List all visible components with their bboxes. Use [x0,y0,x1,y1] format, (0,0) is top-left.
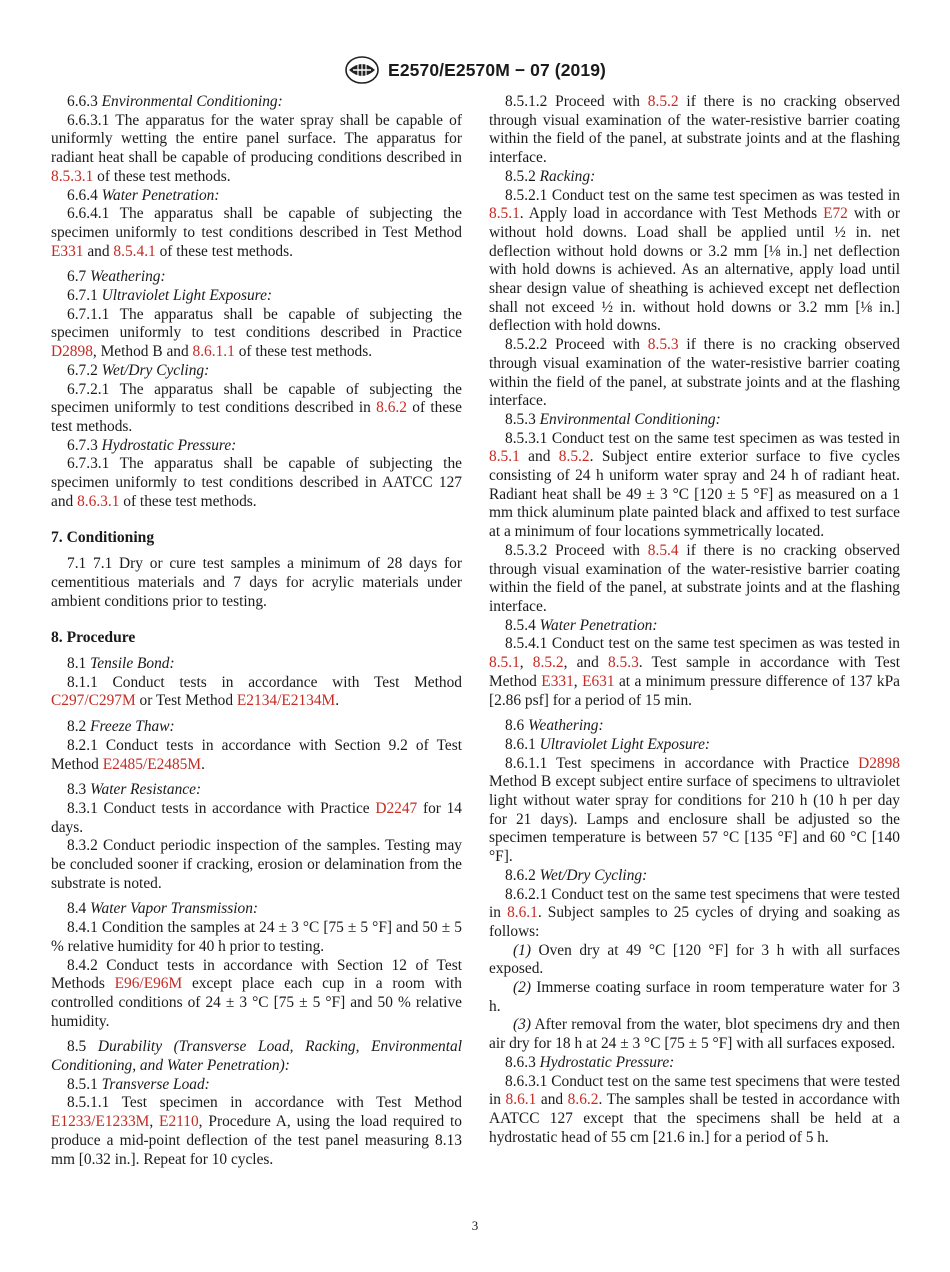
standard-designation: E2570/E2570M − 07 (2019) [388,59,606,80]
reference-link[interactable]: 8.5.1 [489,205,520,223]
section-8-2-1: 8.2.1 Conduct tests in accordance with Section 9.2 of Test Method E2485/E2485M. [51,736,462,773]
section-6-6-3-1: 6.6.3.1 The apparatus for the water spray shall be capable of uniformly wetting the entire panel surface. The apparatus for radiant heat shall be capable of producing conditions described in 8.5.3.1 of these test methods. [51,111,462,185]
section-8-5-2-2: 8.5.2.2 Proceed with 8.5.3 if there is no cracking observed through visual examination of the water-resistive barrier coating within the field of the panel, at substrate joints and at the flashing interface. [489,336,900,410]
reference-link[interactable]: E2134/E2134M [236,692,336,710]
section-8-5-3: 8.5.3 Environmental Conditioning: [505,410,721,428]
section-6-7-2: 6.7.2 Wet/Dry Cycling: [67,361,210,379]
reference-link[interactable]: E2110 [159,1113,199,1131]
reference-link[interactable]: 8.5.1 [489,448,520,466]
reference-link[interactable]: 8.5.3 [607,654,639,672]
page-header [0,52,950,88]
section-6-6-3: 6.6.3 Environmental Conditioning: [67,93,283,110]
reference-link[interactable]: E2485/E2485M [102,755,202,773]
section-8-5-1: 8.5.1 Transverse Load: [67,1075,210,1093]
reference-link[interactable]: 8.5.2 [647,93,679,110]
section-8-1: 8.1 Tensile Bond: [67,654,175,672]
section-6-6-4-1: 6.6.4.1 The apparatus shall be capable of subjecting the specimen uniformly to test conditions described in Test Method E331 and 8.5.4.1 of these test methods. [51,205,462,260]
astm-logo-icon [344,55,380,85]
reference-link[interactable]: 8.6.2 [567,1091,599,1109]
list-item-2: (2) Immerse coating surface in room temperature water for 3 h. [489,979,900,1015]
section-6-7: 6.7 Weathering: [67,268,166,286]
section-8-1-1: 8.1.1 Conduct tests in accordance with Test Method C297/C297M or Test Method E2134/E2134M. [51,673,462,710]
section-8-4-1: 8.4.1 Condition the samples at 24 ± 3 °C [75 ± 5 °F] and 50 ± 5 % relative humidity for 40 h prior to testing. [51,919,462,955]
section-8-3-1: 8.3.1 Conduct tests in accordance with Practice D2247 for 14 days. [51,799,462,836]
reference-link[interactable]: 8.6.1.1 [192,343,235,361]
reference-link[interactable]: D2898 [51,343,93,361]
section-8-5-3-1: 8.5.3.1 Conduct test on the same test specimen as was tested in 8.5.1 and 8.5.2. Subject entire exterior surface to five cycles consisting of 24 h uniform water spray and 24 h of radiant heat. Radiant heat shall be 49 ± 3 °C [120 ± 5 °F] as measured on a 1 mm thick aluminum plate painted black and affixed to test surface at a minimum of four locations symmetrically located. [489,429,900,541]
section-8-3-2: 8.3.2 Conduct periodic inspection of the samples. Testing may be concluded sooner if cracking, erosion or delamination from the substrate is noted. [51,837,462,892]
section-8-4-2: 8.4.2 Conduct tests in accordance with Section 12 of Test Methods E96/E96M except place each cup in a room with controlled conditions of 24 ± 3 °C [75 ± 5 °F] and 50 % relative humidity. [51,956,463,1030]
section-8-5-4-1: 8.5.4.1 Conduct test on the same test specimen as was tested in 8.5.1, 8.5.2, and 8.5.3. Test sample in accordance with Test Method E331, E631 at a minimum pressure difference of 137 kPa [2.86 psf] for a period of 15 min. [489,635,900,709]
section-6-6-4: 6.6.4 Water Penetration: [67,186,220,204]
section-8-2: 8.2 Freeze Thaw: [67,718,175,736]
reference-link[interactable]: E96/E96M [114,975,183,993]
reference-link[interactable]: E331 [51,242,84,260]
section-8-5-2-1: 8.5.2.1 Conduct test on the same test specimen as was tested in 8.5.1. Apply load in accordance with Test Methods E72 with or without hold downs. Load shall be applied until ½ in. net deflection without hold downs or 3.2 mm [⅛ in.] net deflection with hold downs is achieved. As an alternative, apply load until shear design value of sheathing is achieved except net deflection shall not exceed ½ in. without hold downs or 3.2 mm [⅛ in.] deflection with hold downs. [489,186,900,335]
list-item-1: (1) Oven dry at 49 °C [120 °F] for 3 h with all surfaces exposed. [489,941,900,978]
reference-link[interactable]: E331 [541,672,574,690]
reference-link[interactable]: 8.6.2 [376,399,407,417]
section-heading-procedure: 8. Procedure [51,629,136,647]
reference-link[interactable]: 8.6.1 [507,904,538,922]
reference-link[interactable]: C297/C297M [51,692,136,710]
section-8-5-1-2: 8.5.1.2 Proceed with 8.5.2 if there is no cracking observed through visual examination of the water-resistive barrier coating within the field of the panel, at substrate joints and at the flashing interface. [489,93,900,167]
reference-link[interactable]: 8.6.1 [505,1091,537,1109]
reference-link[interactable]: 8.5.4.1 [113,242,156,260]
section-8-5-1-1: 8.5.1.1 Test specimen in accordance with Test Method E1233/E1233M, E2110, Procedure A, using the load required to produce a mid-point deflection of the test panel measuring 8.13 mm [0.32 in.]. Repeat for 10 cycles. [51,1094,462,1168]
section-8-6-1-1: 8.6.1.1 Test specimens in accordance with Practice D2898 Method B except subject entire surface of specimens to ultraviolet light without water spray for conditions for 210 h (10 h per day for 21 days). Lamps and enclosure shall be adjusted so the specimen temperature is between 57 °C [135 °F] and 60 °C [140 °F]. [489,754,900,866]
section-8-5: 8.5 Durability (Transverse Load, Racking, Environmental Conditioning, and Water Penetration): [51,1038,462,1075]
section-8-5-3-2: 8.5.3.2 Proceed with 8.5.4 if there is no cracking observed through visual examination of the water-resistive barrier coating within the field of the panel, at substrate joints and at the flashing interface. [489,541,900,615]
right-column [489,93,900,1147]
section-heading-conditioning: 7. Conditioning [51,529,155,547]
reference-link[interactable]: D2247 [375,799,418,817]
page-number: 3 [471,1218,479,1233]
reference-link[interactable]: 8.5.2 [558,448,590,466]
reference-link[interactable]: 8.5.2 [532,654,564,672]
section-6-7-1-1: 6.7.1.1 The apparatus shall be capable of subjecting the specimen uniformly to test conditions described in Practice D2898, Method B and 8.6.1.1 of these test methods. [51,305,462,361]
section-6-7-3: 6.7.3 Hydrostatic Pressure: [67,436,237,454]
section-7-1: 7.1 7.1 Dry or cure test samples a minimum of 28 days for cementitious materials and 7 days for acrylic materials under ambient conditions prior to testing. [51,555,462,610]
reference-link[interactable]: 8.6.3.1 [77,492,120,510]
list-item-3: (3) After removal from the water, blot specimens dry and then air dry for 18 h at 24 ± 3 °C [75 ± 5 °F] with all surfaces exposed. [489,1016,900,1053]
section-6-7-3-1: 6.7.3.1 The apparatus shall be capable of subjecting the specimen uniformly to test conditions described in AATCC 127 and 8.6.3.1 of these test methods. [51,455,462,510]
reference-link[interactable]: 8.5.4 [647,541,679,559]
section-8-4: 8.4 Water Vapor Transmission: [67,900,259,918]
section-6-7-2-1: 6.7.2.1 The apparatus shall be capable of subjecting the specimen uniformly to test conditions described in 8.6.2 of these test methods. [51,380,462,435]
section-8-3: 8.3 Water Resistance: [67,781,202,799]
reference-link[interactable]: 8.5.1 [489,654,520,672]
section-8-6-2-1: 8.6.2.1 Conduct test on the same test specimens that were tested in 8.6.1. Subject samples to 25 cycles of drying and soaking as follows: [489,885,900,940]
reference-link[interactable]: 8.5.3 [647,336,679,354]
reference-link[interactable]: E1233/E1233M [51,1113,150,1131]
reference-link[interactable]: E72 [823,205,848,223]
reference-link[interactable]: 8.5.3.1 [51,167,94,185]
section-6-7-1: 6.7.1 Ultraviolet Light Exposure: [67,287,273,305]
left-column [51,93,462,1169]
reference-link[interactable]: D2898 [858,754,900,772]
section-8-6-3-1: 8.6.3.1 Conduct test on the same test specimens that were tested in 8.6.1 and 8.6.2. The samples shall be tested in accordance with AATCC 127 except that the specimens shall be held at a hydrostatic head of 55 cm [21.6 in.] for a period of 5 h. [489,1072,900,1146]
section-8-6-2: 8.6.2 Wet/Dry Cycling: [505,866,648,884]
section-8-5-2: 8.5.2 Racking: [505,167,596,185]
section-8-6: 8.6 Weathering: [505,717,604,735]
section-8-5-4: 8.5.4 Water Penetration: [505,616,658,634]
reference-link[interactable]: E631 [582,672,615,690]
section-8-6-1: 8.6.1 Ultraviolet Light Exposure: [505,735,711,753]
section-8-6-3: 8.6.3 Hydrostatic Pressure: [505,1053,675,1071]
